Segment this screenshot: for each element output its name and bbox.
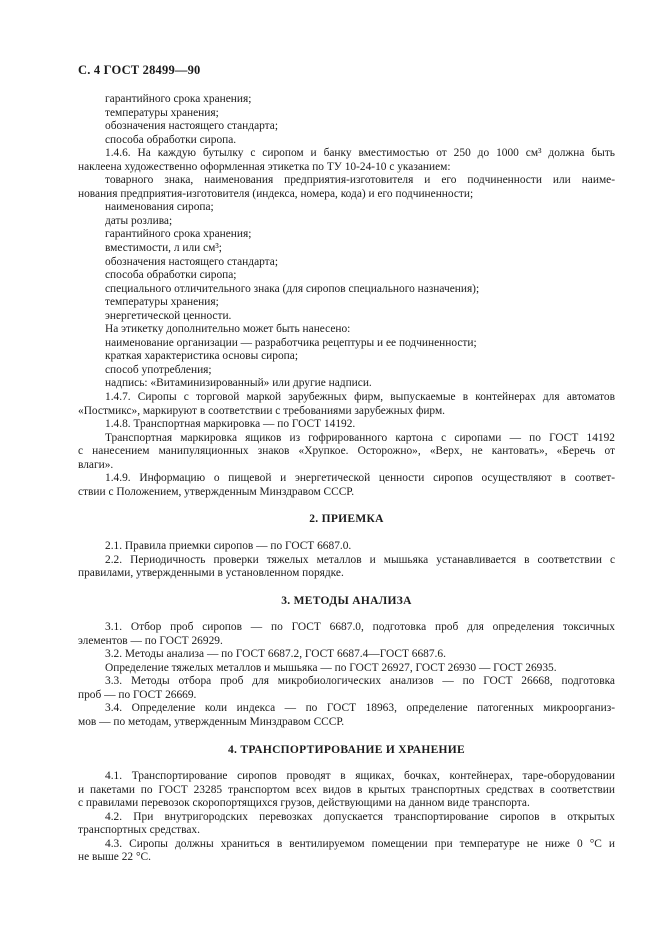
text-line: специального отличительного знака (для сиропов специального назначения); <box>105 282 480 295</box>
text-line: 4.3. Сиропы должны храниться в вентилируемом помещении при температуре не ниже 0 °С и <box>105 837 615 850</box>
text-line: 4.1. Транспортирование сиропов проводят в ящиках, бочках, контейнерах, таре-оборудовании <box>105 770 615 783</box>
text-line: наклеена художественно оформленная этикетка по ТУ 10-24-10 с указанием: <box>78 160 451 173</box>
text-line: с нанесением манипуляционных знаков «Хрупкое. Осторожно», «Верх, не кантовать», «Беречь от <box>78 445 615 458</box>
text-line: не выше 22 °С. <box>78 851 151 864</box>
section-heading: 4. ТРАНСПОРТИРОВАНИЕ И ХРАНЕНИЕ <box>228 743 465 756</box>
text-line: На этикетку дополнительно может быть нанесено: <box>105 323 351 336</box>
text-line: 1.4.9. Информацию о пищевой и энергетической ценности сиропов осуществляют в соответ- <box>105 472 615 485</box>
text-line: наименование организации — разработчика рецептуры и ее подчиненности; <box>105 336 477 349</box>
text-line: наименования сиропа; <box>105 201 214 214</box>
text-line: ствии с Положением, утвержденным Минздравом СССР. <box>78 485 355 498</box>
text-line: 4.2. При внутригородских перевозках допускается транспортирование сиропов в открытых <box>105 810 615 823</box>
document-body <box>78 93 615 865</box>
text-line: влаги». <box>78 458 114 471</box>
text-line: 3.2. Методы анализа — по ГОСТ 6687.2, ГОСТ 6687.4—ГОСТ 6687.6. <box>105 648 446 661</box>
text-line: 3.4. Определение коли индекса — по ГОСТ 18963, определение патогенных микроорганиз- <box>105 702 615 715</box>
text-line: 2.1. Правила приемки сиропов — по ГОСТ 6687.0. <box>105 539 352 552</box>
text-line: 1.4.6. На каждую бутылку с сиропом и банку вместимостью от 250 до 1000 см³ должна быть <box>105 147 615 160</box>
text-line: способ употребления; <box>105 363 212 376</box>
text-line: гарантийного срока хранения; <box>105 93 252 105</box>
text-line: 1.4.7. Сиропы с торговой маркой зарубежных фирм, выпускаемые в контейнерах для автоматов <box>105 391 615 404</box>
text-line: нования предприятия-изготовителя (индекса, номера, кода) и его подчиненности; <box>78 187 474 200</box>
page-header: С. 4 ГОСТ 28499—90 <box>78 63 201 77</box>
section-heading: 2. ПРИЕМКА <box>309 513 384 526</box>
text-line: Транспортная маркировка ящиков из гофрированного картона с сиропами — по ГОСТ 14192 <box>105 431 615 444</box>
text-line: 3.1. Отбор проб сиропов — по ГОСТ 6687.0, подготовка проб для определения токсичных <box>105 621 615 634</box>
text-line: обозначения настоящего стандарта; <box>105 255 279 268</box>
text-line: «Постмикс», маркируют в соответствии с требованиями зарубежных фирм. <box>78 404 445 417</box>
text-line: надпись: «Витаминизированный» или другие надписи. <box>105 377 372 390</box>
text-line: проб — по ГОСТ 26669. <box>78 688 197 701</box>
section-heading: 3. МЕТОДЫ АНАЛИЗА <box>281 594 412 607</box>
text-line: гарантийного срока хранения; <box>105 228 252 241</box>
text-line: температуры хранения; <box>105 296 219 309</box>
text-line: обозначения настоящего стандарта; <box>105 120 279 133</box>
text-line: правилами, утвержденными в установленном порядке. <box>78 567 344 580</box>
text-line: 1.4.8. Транспортная маркировка — по ГОСТ 14192. <box>105 418 356 431</box>
text-line: энергетической ценности. <box>105 309 232 322</box>
text-line: способа обработки сиропа. <box>105 133 237 146</box>
text-line: товарного знака, наименования предприятия-изготовителя и его подчиненности или наиме- <box>105 174 615 187</box>
text-line: мов — по методам, утвержденным Минздравом СССР. <box>78 715 345 728</box>
text-line: 2.2. Периодичность проверки тяжелых металлов и мышьяка устанавливается в соответствии с <box>105 553 615 566</box>
text-line: элементов — по ГОСТ 26929. <box>78 634 223 647</box>
text-line: и пакетами по ГОСТ 23285 транспортом всех видов в крытых транспортных средствах в соответствии <box>78 783 615 796</box>
text-line: способа обработки сиропа; <box>105 269 237 282</box>
text-line: 3.3. Методы отбора проб для микробиологических анализов — по ГОСТ 26668, подготовка <box>105 675 615 688</box>
text-line: краткая характеристика основы сиропа; <box>105 350 298 363</box>
text-line: температуры хранения; <box>105 106 219 119</box>
text-line: транспортных средствах. <box>78 824 200 837</box>
text-line: даты розлива; <box>105 214 173 227</box>
text-line: с правилами перевозок скоропортящихся грузов, действующими на данном виде транспорта. <box>78 797 530 810</box>
text-line: Определение тяжелых металлов и мышьяка — по ГОСТ 26927, ГОСТ 26930 — ГОСТ 26935. <box>105 661 557 674</box>
text-line: вместимости, л или см³; <box>105 242 222 255</box>
